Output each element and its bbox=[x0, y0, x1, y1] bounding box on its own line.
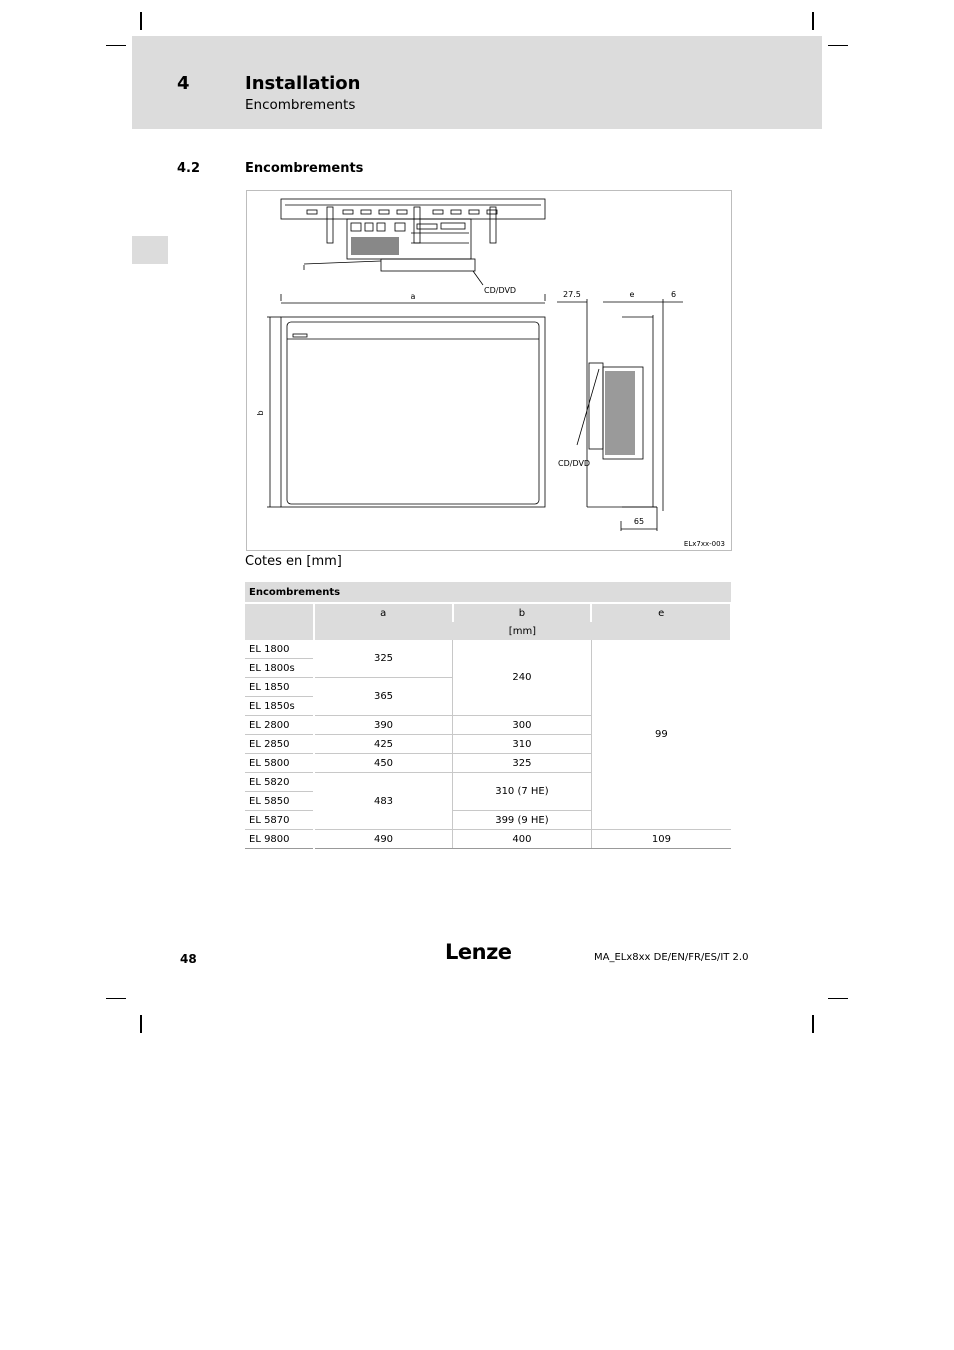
crop-mark bbox=[812, 1015, 814, 1033]
crop-mark bbox=[812, 12, 814, 30]
b-cell: 300 bbox=[453, 716, 592, 735]
lenze-logo: Lenze bbox=[445, 940, 512, 964]
b-cell: 310 (7 HE) bbox=[453, 773, 592, 811]
model-cell: EL 1850s bbox=[245, 697, 314, 716]
dimension-drawing bbox=[246, 190, 732, 551]
page-number: 48 bbox=[180, 952, 197, 966]
crop-mark bbox=[140, 1015, 142, 1033]
dim-27-5-label: 27.5 bbox=[563, 290, 581, 299]
b-cell: 310 bbox=[453, 735, 592, 754]
chapter-side-tab bbox=[132, 236, 168, 264]
chapter-number: 4 bbox=[177, 73, 190, 94]
crop-mark bbox=[828, 45, 848, 46]
a-cell: 483 bbox=[314, 773, 453, 830]
chapter-header-band bbox=[132, 36, 822, 129]
section-number: 4.2 bbox=[177, 161, 201, 176]
dim-65-label: 65 bbox=[633, 517, 645, 526]
section-title: Encombrements bbox=[245, 161, 364, 176]
table-title: Encombrements bbox=[245, 582, 731, 603]
a-cell: 365 bbox=[314, 678, 453, 716]
side-view bbox=[557, 299, 683, 531]
dim-6-label: 6 bbox=[671, 290, 677, 299]
b-cell: 240 bbox=[453, 640, 592, 716]
table-header-a: a bbox=[314, 603, 453, 622]
chapter-subtitle: Encombrements bbox=[245, 97, 356, 113]
drawing-svg bbox=[247, 191, 733, 552]
figure-caption: Cotes en [mm] bbox=[245, 554, 342, 569]
crop-mark bbox=[106, 998, 126, 999]
table-row bbox=[245, 640, 731, 659]
e-cell: 99 bbox=[591, 640, 731, 830]
model-cell: EL 2850 bbox=[245, 735, 314, 754]
table-header-b: b bbox=[453, 603, 592, 622]
model-cell: EL 2800 bbox=[245, 716, 314, 735]
a-cell: 450 bbox=[314, 754, 453, 773]
a-cell: 490 bbox=[314, 830, 453, 849]
table-row bbox=[245, 830, 731, 849]
table-header-e: e bbox=[591, 603, 731, 622]
model-cell: EL 5820 bbox=[245, 773, 314, 792]
a-cell: 425 bbox=[314, 735, 453, 754]
crop-mark bbox=[106, 45, 126, 46]
model-cell: EL 1850 bbox=[245, 678, 314, 697]
crop-mark bbox=[828, 998, 848, 999]
front-view bbox=[267, 294, 545, 507]
model-cell: EL 1800s bbox=[245, 659, 314, 678]
cd-dvd-label-side: CD/DVD bbox=[558, 459, 591, 468]
table-header-unit: [mm] bbox=[314, 622, 731, 640]
dim-e-label: e bbox=[629, 290, 635, 299]
b-cell: 325 bbox=[453, 754, 592, 773]
chapter-title: Installation bbox=[245, 73, 361, 94]
model-cell: EL 1800 bbox=[245, 640, 314, 659]
figure-id: ELx7xx-003 bbox=[683, 540, 725, 548]
top-view bbox=[281, 199, 545, 285]
a-cell: 390 bbox=[314, 716, 453, 735]
crop-mark bbox=[140, 12, 142, 30]
model-cell: EL 5800 bbox=[245, 754, 314, 773]
dimensions-table bbox=[245, 582, 732, 849]
model-cell: EL 5870 bbox=[245, 811, 314, 830]
cd-dvd-label-top: CD/DVD bbox=[484, 286, 517, 295]
dim-a-label: a bbox=[410, 292, 416, 301]
b-cell: 399 (9 HE) bbox=[453, 811, 592, 830]
model-cell: EL 9800 bbox=[245, 830, 314, 849]
e-cell: 109 bbox=[591, 830, 731, 849]
a-cell: 325 bbox=[314, 640, 453, 678]
document-id: MA_ELx8xx DE/EN/FR/ES/IT 2.0 bbox=[594, 952, 749, 963]
model-cell: EL 5850 bbox=[245, 792, 314, 811]
table-header-model bbox=[245, 603, 314, 640]
b-cell: 400 bbox=[453, 830, 592, 849]
dim-b-label: b bbox=[256, 410, 265, 416]
